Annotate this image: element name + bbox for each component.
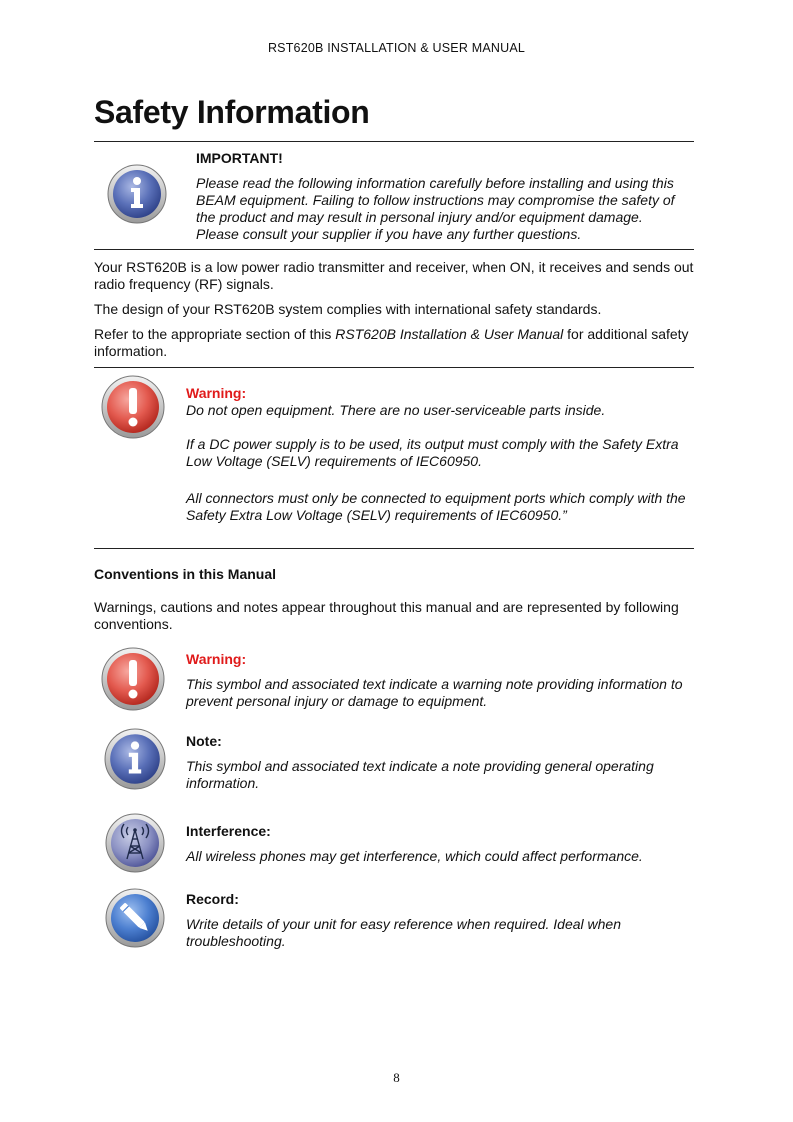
running-header: RST620B INSTALLATION & USER MANUAL bbox=[267, 41, 526, 55]
manual-title-reference: RST620B Installation & User Manual bbox=[335, 326, 564, 342]
info-icon bbox=[107, 164, 167, 229]
intro-paragraph: Your RST620B is a low power radio transmitter and receiver, when ON, it receives and sends out radio frequency (RF) signals. bbox=[94, 259, 694, 292]
warning-text: If a DC power supply is to be used, its output must comply with the Safety Extra Low Voltage (SELV) requirements of IEC60950. bbox=[186, 436, 679, 469]
radio-tower-icon bbox=[105, 813, 165, 878]
divider bbox=[94, 548, 694, 549]
page-number: 8 bbox=[393, 1070, 400, 1085]
warning-text: Do not open equipment. There are no user-serviceable parts inside. bbox=[186, 402, 606, 418]
important-text: Please read the following information carefully before installing and using this BEAM equipment. Failing to follow instructions may compromise the safety of the product and may result in personal injury and/or equipment damage. Please consult your supplier if you have any further questions. bbox=[196, 175, 675, 242]
warning-icon bbox=[101, 647, 165, 716]
section-heading: Conventions in this Manual bbox=[94, 566, 277, 582]
important-title: IMPORTANT! bbox=[196, 150, 283, 166]
convention-title: Warning: bbox=[186, 651, 247, 667]
pencil-icon bbox=[105, 888, 165, 953]
convention-text: This symbol and associated text indicate a warning note providing information to prevent personal injury or damage to equipment. bbox=[186, 676, 683, 709]
conventions-intro: Warnings, cautions and notes appear throughout this manual and are represented by following conventions. bbox=[94, 599, 679, 632]
convention-text: This symbol and associated text indicate a note providing general operating information. bbox=[186, 758, 654, 791]
warning-title: Warning: bbox=[186, 385, 247, 401]
intro-paragraph: The design of your RST620B system complies with international safety standards. bbox=[94, 301, 602, 317]
divider bbox=[94, 367, 694, 368]
convention-title: Record: bbox=[186, 891, 239, 907]
warning-icon bbox=[101, 375, 165, 444]
divider bbox=[94, 141, 694, 142]
convention-title: Interference: bbox=[186, 823, 271, 839]
convention-title: Note: bbox=[186, 733, 222, 749]
convention-text: All wireless phones may get interference, which could affect performance. bbox=[186, 848, 643, 864]
page-title: Safety Information bbox=[94, 94, 370, 130]
intro-paragraph: Refer to the appropriate section of this RST620B Installation & User Manual for additional safety information. bbox=[94, 326, 689, 359]
warning-text: All connectors must only be connected to equipment ports which comply with the Safety Extra Low Voltage (SELV) requirements of IEC60950.” bbox=[186, 490, 686, 523]
divider bbox=[94, 249, 694, 250]
info-icon bbox=[104, 728, 166, 795]
convention-text: Write details of your unit for easy reference when required. Ideal when troubleshooting. bbox=[186, 916, 622, 949]
